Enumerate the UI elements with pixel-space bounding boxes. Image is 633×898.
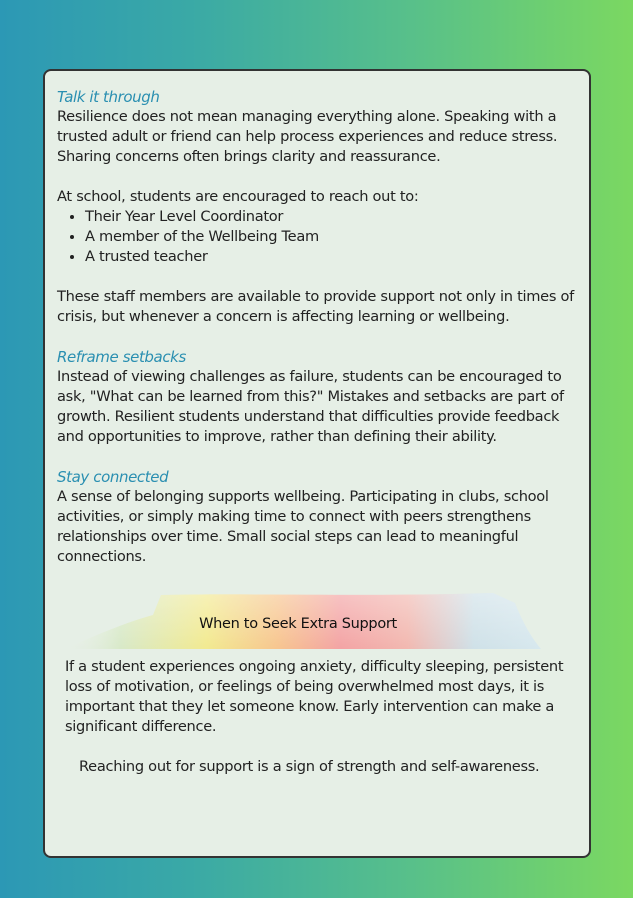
closing-statement: Reaching out for support is a sign of strength and self-awareness.	[79, 758, 540, 775]
talk-intro: At school, students are encouraged to reach out to:	[57, 188, 419, 205]
connected-paragraph: A sense of belonging supports wellbeing. Participating in clubs, school activities, or simply making time to connect with peers strengthens relationships over time. Small social steps can lead to meaningful connections.	[57, 488, 549, 565]
talk-followup: These staff members are available to provide support not only in times of crisis, but whenever a concern is affecting learning or wellbeing.	[57, 288, 574, 325]
heading-reframe-setbacks: Reframe setbacks	[57, 348, 186, 366]
list-item: • A trusted teacher	[85, 247, 575, 267]
banner-title: When to Seek Extra Support	[199, 616, 397, 632]
heading-stay-connected: Stay connected	[57, 468, 169, 486]
extra-support-paragraph: If a student experiences ongoing anxiety, difficulty sleeping, persistent loss of motivation, or feelings of being overwhelmed most days, it is important that they let someone know. Early intervention can make a significant difference.	[65, 658, 564, 735]
content-card	[43, 69, 591, 858]
support-list	[57, 207, 575, 267]
list-item: • Their Year Level Coordinator	[85, 207, 575, 227]
talk-paragraph: Resilience does not mean managing everything alone. Speaking with a trusted adult or friend can help process experiences and reduce stress. Sharing concerns often brings clarity and reassurance.	[57, 108, 558, 165]
reframe-paragraph: Instead of viewing challenges as failure, students can be encouraged to ask, "What can be learned from this?" Mistakes and setbacks are part of growth. Resilient students understand that difficulties provide feedback and opportunities to improve, rather than defining their ability.	[57, 368, 564, 445]
extra-support-banner	[53, 593, 543, 651]
heading-talk-it-through: Talk it through	[57, 88, 160, 106]
list-item: • A member of the Wellbeing Team	[85, 227, 575, 247]
